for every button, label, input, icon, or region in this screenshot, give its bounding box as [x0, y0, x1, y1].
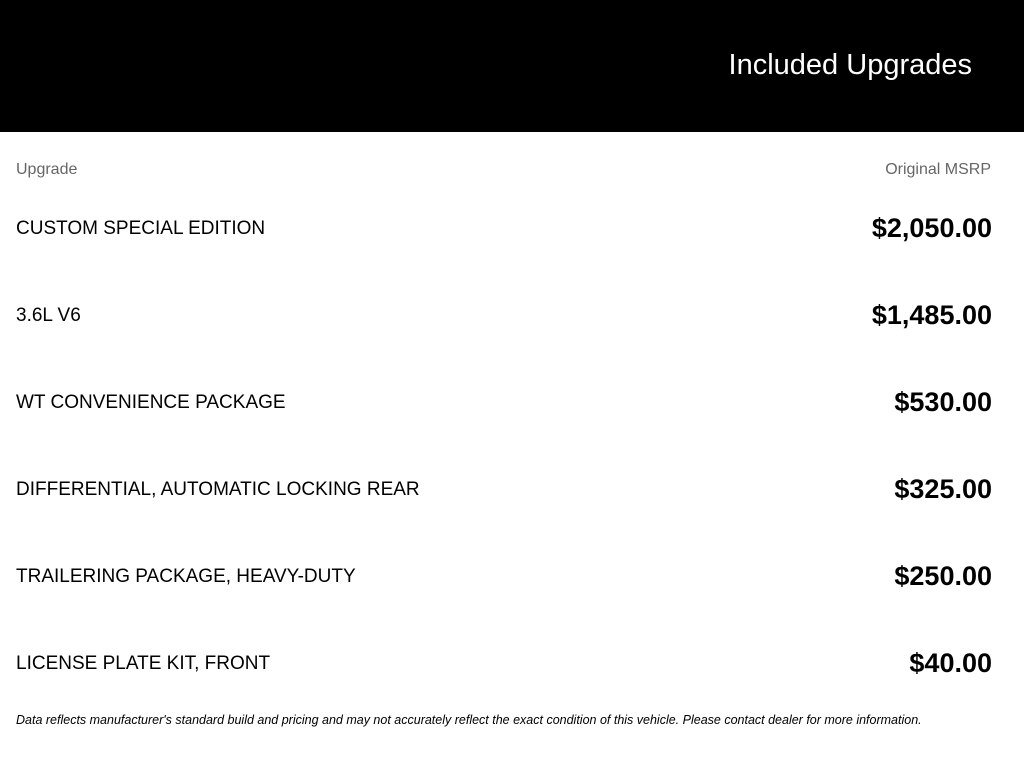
upgrades-list — [16, 185, 992, 707]
table-row — [16, 272, 992, 359]
upgrade-price: $40.00 — [909, 648, 992, 678]
upgrade-name: CUSTOM SPECIAL EDITION — [16, 218, 266, 239]
table-row — [16, 185, 992, 272]
upgrade-price: $1,485.00 — [871, 300, 992, 330]
upgrade-name: WT CONVENIENCE PACKAGE — [16, 392, 286, 413]
upgrade-price: $2,050.00 — [871, 213, 992, 243]
upgrade-name: DIFFERENTIAL, AUTOMATIC LOCKING REAR — [16, 479, 420, 500]
table-row — [16, 359, 992, 446]
upgrade-name: 3.6L V6 — [16, 305, 81, 326]
upgrade-name: TRAILERING PACKAGE, HEAVY-DUTY — [16, 566, 356, 587]
page-title: Included Upgrades — [728, 49, 972, 81]
table-row — [16, 446, 992, 533]
upgrade-price: $530.00 — [894, 387, 992, 417]
column-header-msrp: Original MSRP — [885, 161, 991, 178]
header-banner — [0, 0, 1024, 132]
column-header-upgrade: Upgrade — [16, 161, 78, 178]
upgrade-price: $250.00 — [894, 561, 992, 591]
upgrade-name: LICENSE PLATE KIT, FRONT — [16, 653, 271, 674]
table-row — [16, 533, 992, 620]
upgrade-price: $325.00 — [894, 474, 992, 504]
disclaimer-text: Data reflects manufacturer's standard build and pricing and may not accurately reflect the exact condition of this vehicle. Please contact dealer for more information. — [16, 713, 922, 727]
table-row — [16, 620, 992, 707]
